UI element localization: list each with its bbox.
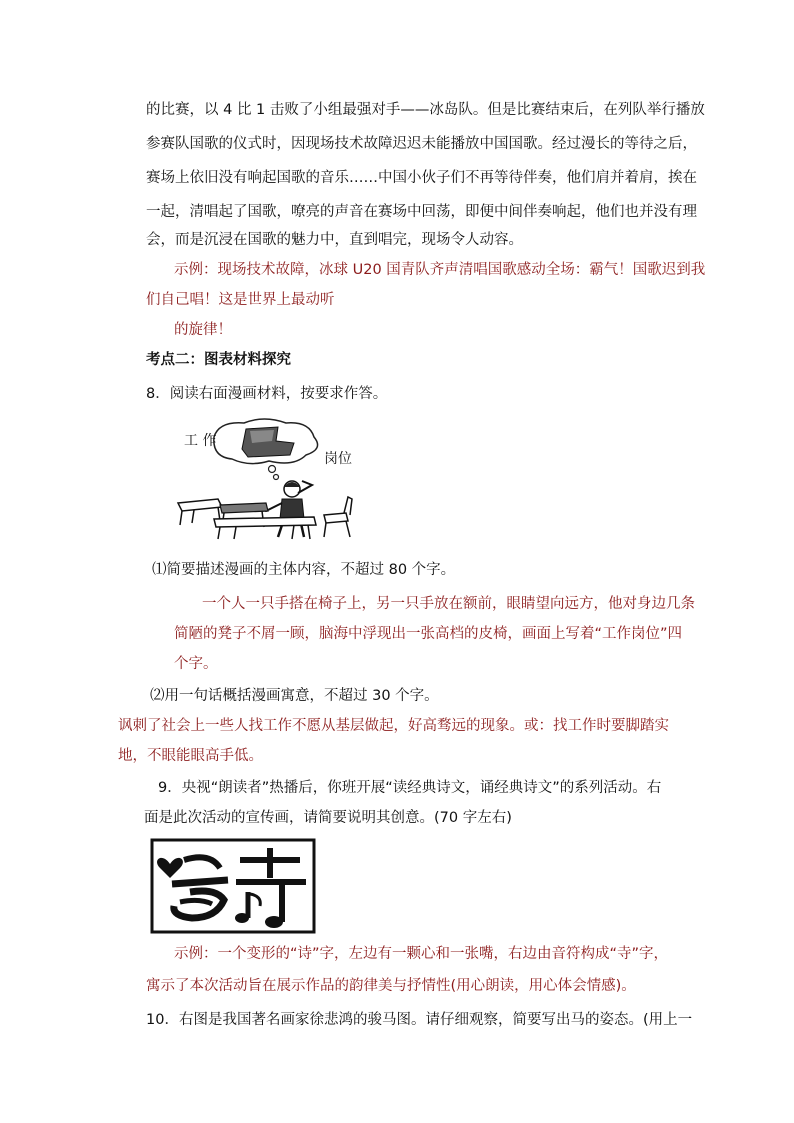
question-8-answer1-line: 个字。 (174, 656, 218, 672)
cartoon-illustration (174, 415, 364, 540)
question-10-stem: 10．右图是我国著名画家徐悲鸿的骏马图。请仔细观察，简要写出马的姿态。(用上一 (146, 1012, 693, 1028)
question-9-answer-line: 示例：一个变形的“诗”字，左边有一颗心和一张嘴，右边由音符构成“寺”字， (174, 946, 669, 962)
question-8-answer2-line: 地，不眼能眼高手低。 (118, 748, 263, 764)
poetry-poster (150, 838, 316, 934)
question-9-stem-line: 9．央视“朗读者”热播后，你班开展“读经典诗文，诵经典诗文”的系列活动。右 (158, 780, 662, 796)
question-9-stem-line: 面是此次活动的宣传画，请简要说明其创意。(70 字左右) (144, 810, 512, 826)
passage-line: 参赛队国歌的仪式时，因现场技术故障迟迟未能播放中国国歌。经过漫长的等待之后， (146, 136, 697, 152)
example-answer-line: 的旋律！ (174, 322, 232, 338)
question-8-answer2-line: 讽刺了社会上一些人找工作不愿从基层做起，好高骛远的现象。或：找工作时要脚踏实 (118, 718, 669, 734)
passage-line: 的比赛，以 4 比 1 击败了小组最强对手——冰岛队。但是比赛结束后，在列队举行播放 (146, 102, 705, 118)
question-8-sub2: ⑵用一句话概括漫画寓意，不超过 30 个字。 (150, 688, 439, 704)
cartoon-label-right: 岗位 (324, 451, 352, 467)
question-8-sub1: ⑴简要描述漫画的主体内容，不超过 80 个字。 (152, 562, 456, 578)
example-answer-line: 示例：现场技术故障，冰球 U20 国青队齐声清唱国歌感动全场：霸气！国歌迟到我 (174, 262, 706, 278)
passage-line: 会，而是沉浸在国歌的魅力中，直到唱完，现场令人动容。 (146, 232, 523, 248)
section-title: 考点二：图表材料探究 (146, 352, 291, 368)
question-8-stem: 8．阅读右面漫画材料，按要求作答。 (146, 386, 388, 402)
passage-line: 一起，清唱起了国歌，嘹亮的声音在赛场中回荡，即便中间伴奏响起，他们也并没有理 (146, 204, 697, 220)
question-8-answer1-line: 一个人一只手搭在椅子上，另一只手放在额前，眼睛望向远方，他对身边几条 (202, 596, 695, 612)
passage-line: 赛场上依旧没有响起国歌的音乐……中国小伙子们不再等待伴奏，他们肩并着肩，挨在 (146, 170, 697, 186)
question-8-answer1-line: 简陋的凳子不屑一顾，脑海中浮现出一张高档的皮椅，画面上写着“工作岗位”四 (174, 626, 683, 642)
poster-character: 诗 (300, 928, 301, 929)
example-answer-line: 们自己唱！这是世界上最动听 (146, 292, 335, 308)
question-9-answer-line: 寓示了本次活动旨在展示作品的韵律美与抒情性(用心朗读，用心体会情感)。 (146, 978, 636, 994)
cartoon-label-left: 工 作 (184, 433, 217, 449)
